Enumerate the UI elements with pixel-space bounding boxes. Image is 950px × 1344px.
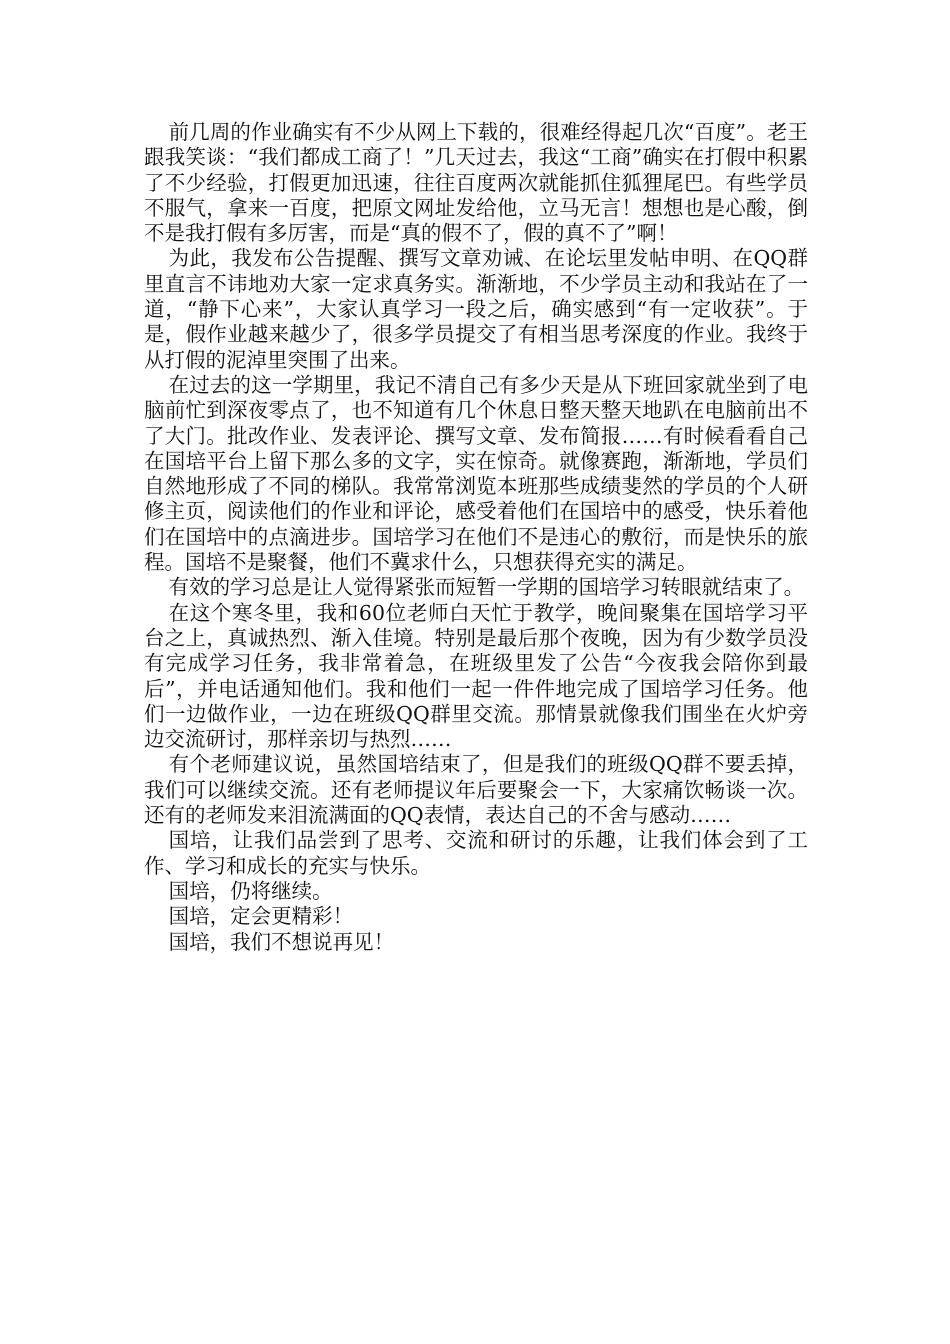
paragraph: 国培，让我们品尝到了思考、交流和研讨的乐趣，让我们体会到了工作、学习和成长的充实与快乐。 <box>144 828 808 878</box>
paragraph: 在这个寒冬里，我和60位老师白天忙于教学，晚间聚集在国培学习平台之上，真诚热烈、渐入佳境。特别是最后那个夜晚，因为有少数学员没有完成学习任务，我非常着急，在班级里发了公告“今夜我会陪你到最后”，并电话通知他们。我和他们一起一件件地完成了国培学习任务。他们一边做作业，一边在班级QQ群里交流。那情景就像我们围坐在火炉旁边交流研讨，那样亲切与热烈…… <box>144 600 808 752</box>
paragraph: 国培，定会更精彩！ <box>168 904 354 929</box>
paragraph: 国培，仍将继续。 <box>168 878 333 903</box>
paragraph: 有个老师建议说，虽然国培结束了，但是我们的班级QQ群不要丢掉，我们可以继续交流。还有老师提议年后要聚会一下，大家痛饮畅谈一次。还有的老师发来泪流满面的QQ表情，表达自己的不舍与感动…… <box>144 752 808 828</box>
paragraph: 在过去的这一学期里，我记不清自己有多少天是从下班回家就坐到了电脑前忙到深夜零点了，也不知道有几个休息日整天整天地趴在电脑前出不了大门。批改作业、发表评论、撰写文章、发布简报……有时候看看自己在国培平台上留下那么多的文字，实在惊奇。就像赛跑，渐渐地，学员们自然地形成了不同的梯队。我常常浏览本班那些成绩斐然的学员的个人研修主页，阅读他们的作业和评论，感受着他们在国培中的感受，快乐着他们在国培中的点滴进步。国培学习在他们不是违心的敷衍，而是快乐的旅程。国培不是聚餐，他们不冀求什么，只想获得充实的满足。 <box>144 372 808 575</box>
paragraph: 有效的学习总是让人觉得紧张而短暂一学期的国培学习转眼就结束了。 <box>168 575 805 600</box>
document-page <box>144 120 808 955</box>
paragraph: 为此，我发布公告提醒、撰写文章劝诫、在论坛里发帖申明、在QQ群里直言不讳地劝大家一定求真务实。渐渐地，不少学员主动和我站在了一道，“静下心来”，大家认真学习一段之后，确实感到“有一定收获”。于是，假作业越来越少了，很多学员提交了有相当思考深度的作业。我终于从打假的泥淖里突围了出来。 <box>144 246 808 372</box>
paragraph: 国培，我们不想说再见！ <box>168 929 395 954</box>
paragraph: 前几周的作业确实有不少从网上下载的，很难经得起几次“百度”。老王跟我笑谈：“我们都成工商了！”几天过去，我这“工商”确实在打假中积累了不少经验，打假更加迅速，往往百度两次就能抓住狐狸尾巴。有些学员不服气，拿来一百度，把原文网址发给他，立马无言！想想也是心酸，倒不是我打假有多厉害，而是“真的假不了，假的真不了”啊！ <box>144 120 808 246</box>
